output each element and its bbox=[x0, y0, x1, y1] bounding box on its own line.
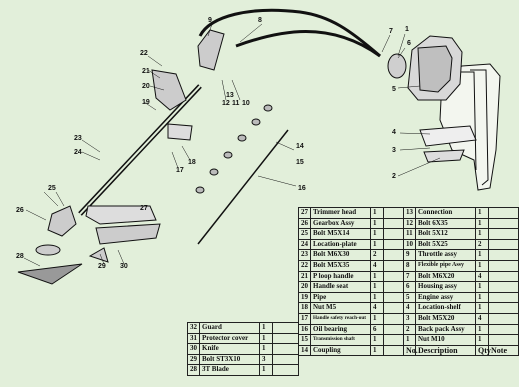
part-note bbox=[384, 271, 404, 282]
part-description: Guard bbox=[200, 323, 260, 334]
callout-15: 15 bbox=[296, 159, 304, 166]
callout-8: 8 bbox=[258, 17, 262, 24]
header-note: Note bbox=[489, 345, 519, 356]
part-number: 21 bbox=[299, 271, 311, 282]
part-description: Location-plate bbox=[311, 239, 371, 250]
part-qty: 1 bbox=[476, 303, 489, 314]
part-description: Bolt M6X20 bbox=[416, 271, 476, 282]
part-number: 4 bbox=[404, 303, 416, 314]
part-number: 8 bbox=[404, 260, 416, 271]
part-note bbox=[489, 303, 519, 314]
part-description: Bolt 6X35 bbox=[416, 218, 476, 229]
oil-bearing bbox=[196, 187, 204, 193]
part-qty: 1 bbox=[476, 208, 489, 219]
part-number: 14 bbox=[299, 345, 311, 356]
part-description: Bolt M5X14 bbox=[311, 229, 371, 240]
part-description: Bolt 5X25 bbox=[416, 239, 476, 250]
table-row bbox=[299, 229, 519, 240]
callout-12: 12 bbox=[222, 100, 230, 107]
part-description: Flexible pipe Assy bbox=[416, 260, 476, 271]
header-qty: Qty bbox=[476, 345, 489, 356]
part-description: Back pack Assy bbox=[416, 324, 476, 335]
part-qty: 4 bbox=[371, 303, 384, 314]
part-description: Bolt ST3X10 bbox=[200, 354, 260, 365]
part-description: Location-shelf bbox=[416, 303, 476, 314]
part-note bbox=[273, 365, 299, 376]
part-note bbox=[384, 260, 404, 271]
part-description: Bolt M5X20 bbox=[416, 313, 476, 324]
callout-29: 29 bbox=[98, 263, 106, 270]
part-note bbox=[384, 303, 404, 314]
callout-26: 26 bbox=[16, 207, 24, 214]
part-note bbox=[489, 229, 519, 240]
part-number: 17 bbox=[299, 313, 311, 324]
oil-bearing bbox=[224, 152, 232, 158]
trimmer-head bbox=[36, 245, 60, 255]
header-no: No. bbox=[404, 345, 416, 356]
part-qty: 1 bbox=[371, 218, 384, 229]
callout-4: 4 bbox=[392, 129, 396, 136]
part-number: 32 bbox=[188, 323, 200, 334]
table-row bbox=[188, 333, 299, 344]
part-description: Trimmer head bbox=[311, 208, 371, 219]
part-note bbox=[273, 344, 299, 355]
part-note bbox=[489, 239, 519, 250]
part-qty: 2 bbox=[371, 250, 384, 261]
part-description: Nut M5 bbox=[311, 303, 371, 314]
table-row bbox=[188, 344, 299, 355]
part-note bbox=[489, 250, 519, 261]
callout-14: 14 bbox=[296, 143, 304, 150]
part-note bbox=[384, 313, 404, 324]
connection-clutch bbox=[388, 54, 406, 78]
callout-9: 9 bbox=[208, 17, 212, 24]
part-description: Knife bbox=[200, 344, 260, 355]
part-qty: 1 bbox=[476, 250, 489, 261]
oil-bearing bbox=[238, 135, 246, 141]
part-number: 11 bbox=[404, 229, 416, 240]
part-note bbox=[384, 229, 404, 240]
callout-1: 1 bbox=[405, 26, 409, 33]
part-qty: 1 bbox=[476, 324, 489, 335]
part-qty: 1 bbox=[371, 271, 384, 282]
oil-bearing bbox=[252, 119, 260, 125]
table-row bbox=[299, 260, 519, 271]
part-number: 5 bbox=[404, 292, 416, 303]
table-row bbox=[299, 345, 519, 356]
part-number: 16 bbox=[299, 324, 311, 335]
part-note bbox=[489, 208, 519, 219]
callout-20: 20 bbox=[142, 83, 150, 90]
transmission-shaft bbox=[198, 130, 288, 244]
callout-5: 5 bbox=[392, 86, 396, 93]
part-qty: 4 bbox=[371, 260, 384, 271]
callout-6: 6 bbox=[407, 40, 411, 47]
part-note bbox=[489, 282, 519, 293]
part-note bbox=[384, 239, 404, 250]
table-row bbox=[188, 365, 299, 376]
part-note bbox=[273, 333, 299, 344]
table-row bbox=[299, 208, 519, 219]
back-pack-base bbox=[424, 150, 464, 162]
part-qty: 2 bbox=[476, 239, 489, 250]
table-row bbox=[299, 218, 519, 229]
table-row bbox=[299, 282, 519, 293]
part-qty: 1 bbox=[476, 229, 489, 240]
table-row bbox=[299, 324, 519, 335]
part-description: Handle safety reach-out bbox=[311, 313, 371, 324]
part-note bbox=[384, 345, 404, 356]
part-description: Throttle assy bbox=[416, 250, 476, 261]
part-number: 18 bbox=[299, 303, 311, 314]
part-note bbox=[384, 282, 404, 293]
part-note bbox=[489, 335, 519, 346]
table-row bbox=[188, 323, 299, 334]
parts-table-right bbox=[298, 207, 519, 356]
parts-table-left bbox=[187, 322, 299, 376]
protector-cover bbox=[96, 224, 160, 244]
part-note bbox=[489, 218, 519, 229]
part-note bbox=[489, 271, 519, 282]
part-number: 1 bbox=[404, 335, 416, 346]
part-number: 15 bbox=[299, 335, 311, 346]
part-note bbox=[384, 292, 404, 303]
callout-13: 13 bbox=[226, 92, 234, 99]
part-note bbox=[273, 354, 299, 365]
part-note bbox=[384, 335, 404, 346]
table-row bbox=[299, 292, 519, 303]
part-number: 10 bbox=[404, 239, 416, 250]
part-description: Engine assy bbox=[416, 292, 476, 303]
parts-table-left-body bbox=[188, 323, 299, 376]
part-number: 27 bbox=[299, 208, 311, 219]
header-description: Description bbox=[416, 345, 476, 356]
callout-7: 7 bbox=[389, 28, 393, 35]
part-number: 13 bbox=[404, 208, 416, 219]
part-note bbox=[489, 313, 519, 324]
part-qty: 1 bbox=[371, 208, 384, 219]
part-number: 31 bbox=[188, 333, 200, 344]
part-number: 22 bbox=[299, 260, 311, 271]
part-qty: 1 bbox=[371, 292, 384, 303]
callout-22: 22 bbox=[140, 50, 148, 57]
part-note bbox=[489, 292, 519, 303]
table-row bbox=[188, 354, 299, 365]
gearbox-assy bbox=[48, 206, 76, 236]
part-description: Bolt 5X12 bbox=[416, 229, 476, 240]
flexible-pipe bbox=[236, 32, 380, 57]
part-description: Oil bearing bbox=[311, 324, 371, 335]
table-row bbox=[299, 239, 519, 250]
part-description: Gearbox Assy bbox=[311, 218, 371, 229]
part-qty: 1 bbox=[371, 335, 384, 346]
part-number: 2 bbox=[404, 324, 416, 335]
part-qty: 1 bbox=[260, 344, 273, 355]
callout-17: 17 bbox=[176, 167, 184, 174]
part-description: Handle seat bbox=[311, 282, 371, 293]
part-number: 25 bbox=[299, 229, 311, 240]
part-qty: 1 bbox=[260, 323, 273, 334]
part-number: 30 bbox=[188, 344, 200, 355]
part-number: 24 bbox=[299, 239, 311, 250]
callout-18: 18 bbox=[188, 159, 196, 166]
main-pipe-inner bbox=[80, 86, 200, 214]
part-number: 6 bbox=[404, 282, 416, 293]
part-number: 20 bbox=[299, 282, 311, 293]
part-note bbox=[489, 324, 519, 335]
callout-30: 30 bbox=[120, 263, 128, 270]
part-number: 9 bbox=[404, 250, 416, 261]
callout-11: 11 bbox=[232, 100, 240, 107]
part-number: 12 bbox=[404, 218, 416, 229]
callout-28: 28 bbox=[16, 253, 24, 260]
part-description: Transmission shaft bbox=[311, 335, 371, 346]
part-description: Bolt M6X30 bbox=[311, 250, 371, 261]
part-description: Protector cover bbox=[200, 333, 260, 344]
part-qty: 6 bbox=[371, 324, 384, 335]
table-row bbox=[299, 303, 519, 314]
part-number: 28 bbox=[188, 365, 200, 376]
part-description: Nut M10 bbox=[416, 335, 476, 346]
callout-25: 25 bbox=[48, 185, 56, 192]
part-number: 26 bbox=[299, 218, 311, 229]
part-description: Connection bbox=[416, 208, 476, 219]
part-number: 3 bbox=[404, 313, 416, 324]
3t-blade bbox=[18, 264, 82, 284]
part-note bbox=[384, 324, 404, 335]
part-qty: 1 bbox=[371, 345, 384, 356]
table-row bbox=[299, 335, 519, 346]
parts-table-right-body bbox=[299, 208, 519, 356]
callout-2: 2 bbox=[392, 173, 396, 180]
part-qty: 1 bbox=[476, 335, 489, 346]
oil-bearing bbox=[264, 105, 272, 111]
part-qty: 4 bbox=[476, 271, 489, 282]
part-number: 23 bbox=[299, 250, 311, 261]
callout-3: 3 bbox=[392, 147, 396, 154]
oil-bearings bbox=[196, 105, 272, 193]
part-description: 3T Blade bbox=[200, 365, 260, 376]
handle-seat bbox=[168, 124, 192, 140]
callout-19: 19 bbox=[142, 99, 150, 106]
part-qty: 1 bbox=[371, 239, 384, 250]
throttle-assy bbox=[198, 30, 224, 70]
part-qty: 1 bbox=[476, 292, 489, 303]
part-qty: 3 bbox=[260, 354, 273, 365]
part-qty: 1 bbox=[260, 333, 273, 344]
callout-24: 24 bbox=[74, 149, 82, 156]
callout-27: 27 bbox=[140, 205, 148, 212]
part-qty: 1 bbox=[476, 218, 489, 229]
part-note bbox=[273, 323, 299, 334]
part-qty: 1 bbox=[476, 260, 489, 271]
table-row bbox=[299, 313, 519, 324]
part-note bbox=[384, 218, 404, 229]
part-note bbox=[384, 208, 404, 219]
part-qty: 1 bbox=[371, 229, 384, 240]
table-row bbox=[299, 271, 519, 282]
part-number: 29 bbox=[188, 354, 200, 365]
part-number: 19 bbox=[299, 292, 311, 303]
callout-23: 23 bbox=[74, 135, 82, 142]
part-qty: 1 bbox=[476, 282, 489, 293]
knife bbox=[90, 248, 108, 262]
part-qty: 4 bbox=[476, 313, 489, 324]
callout-10: 10 bbox=[242, 100, 250, 107]
part-description: Housing assy bbox=[416, 282, 476, 293]
part-qty: 1 bbox=[260, 365, 273, 376]
part-number: 7 bbox=[404, 271, 416, 282]
oil-bearing bbox=[210, 169, 218, 175]
part-qty: 1 bbox=[371, 313, 384, 324]
callout-16: 16 bbox=[298, 185, 306, 192]
part-note bbox=[384, 250, 404, 261]
part-description: Coupling bbox=[311, 345, 371, 356]
part-qty: 1 bbox=[371, 282, 384, 293]
part-description: Pipe bbox=[311, 292, 371, 303]
part-note bbox=[489, 260, 519, 271]
part-description: P loop handle bbox=[311, 271, 371, 282]
callout-21: 21 bbox=[142, 68, 150, 75]
table-row bbox=[299, 250, 519, 261]
part-description: Bolt M5X35 bbox=[311, 260, 371, 271]
